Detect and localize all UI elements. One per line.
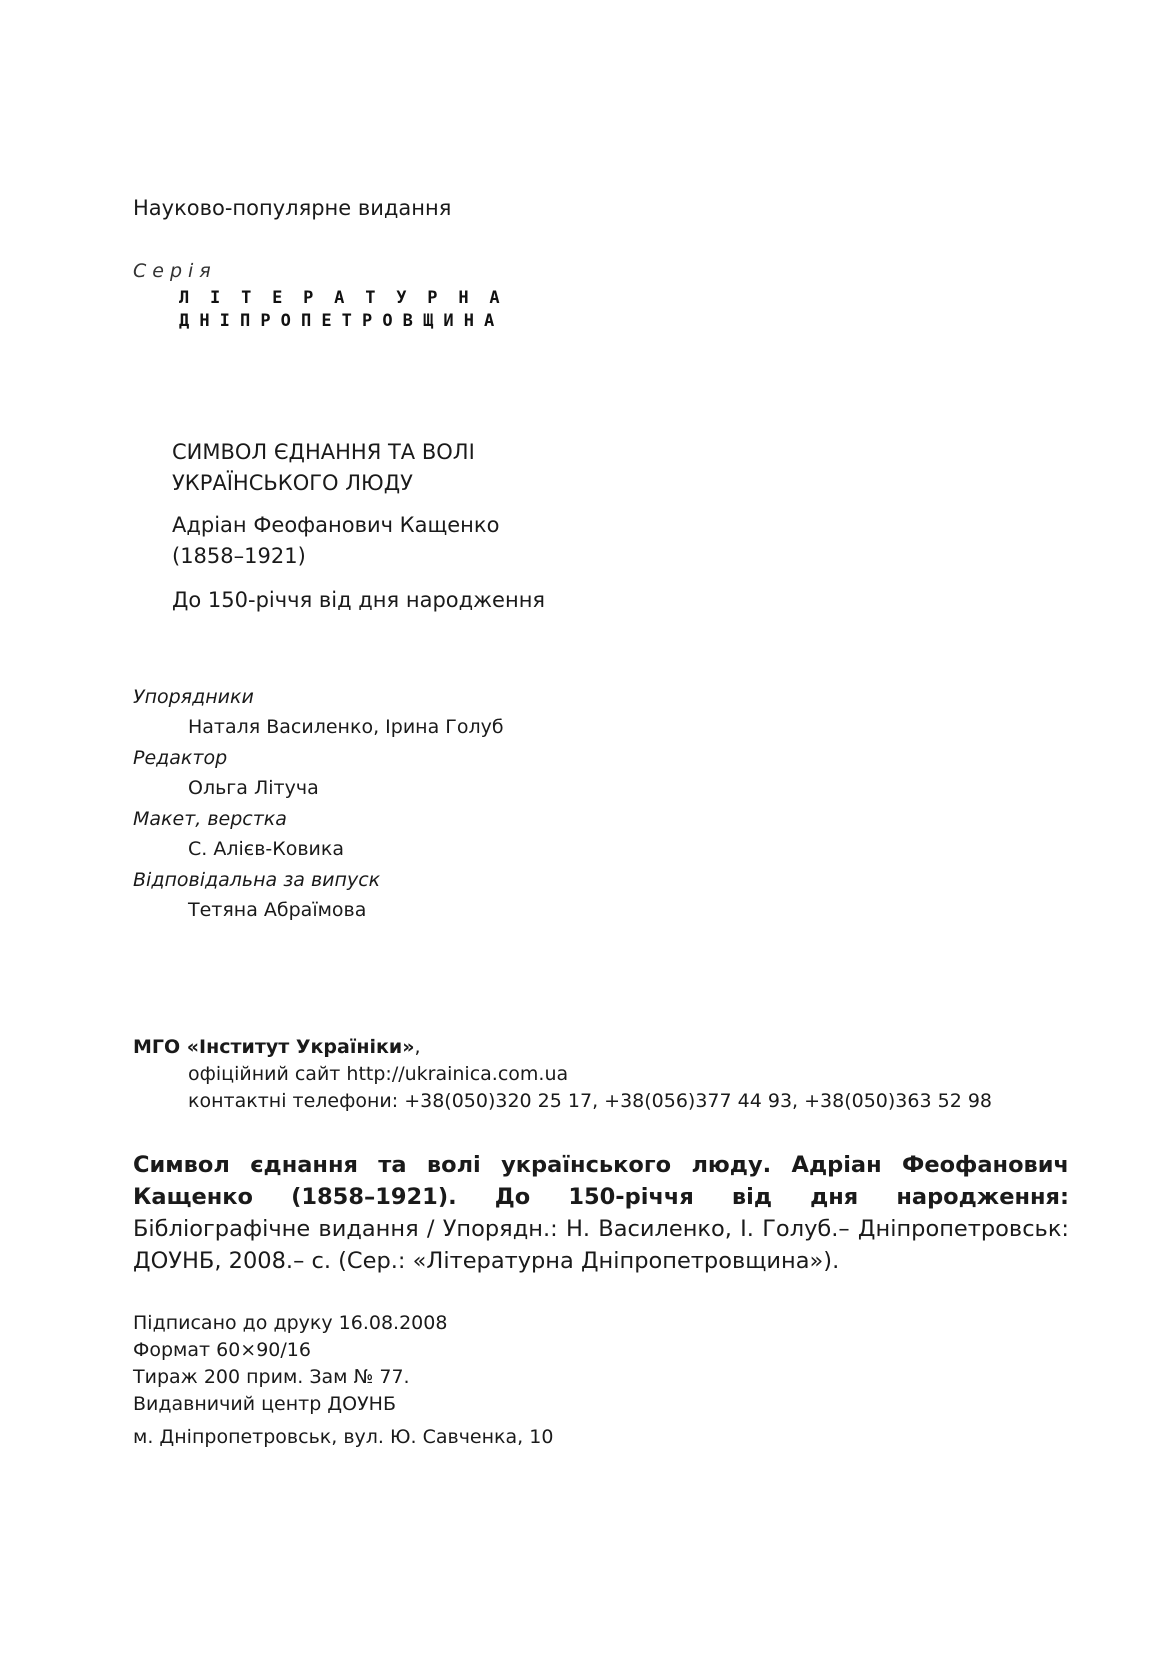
credit-role: Макет, верстка: [133, 808, 287, 830]
book-title-line1: СИМВОЛ ЄДНАННЯ ТА ВОЛІ: [172, 440, 475, 464]
imprint-print-run: Тираж 200 прим. Зам № 77.: [133, 1366, 410, 1388]
series-name-line1: ЛІТЕРАТУРНА: [179, 288, 521, 308]
credit-person: Наталя Василенко, Ірина Голуб: [188, 716, 504, 738]
anniversary-subtitle: До 150-річчя від дня народження: [172, 588, 546, 612]
bibliographic-bold: Символ єднання та волі українського люду. Адріан Феофанович Кащенко (1858–1921). До 150-річчя від дня народження:: [133, 1152, 1069, 1210]
credit-person: С. Алієв-Ковика: [188, 838, 345, 860]
imprint-format: Формат 60×90/16: [133, 1339, 311, 1361]
credits-list: [133, 682, 504, 926]
organization-name-line: [133, 1034, 992, 1061]
series-label: Серія: [133, 260, 217, 282]
series-name-line2: ДНІПРОПЕТРОВЩИНА: [179, 311, 505, 331]
book-title: [172, 437, 475, 499]
organization-name: МГО «Інститут Україніки»: [133, 1036, 415, 1058]
genre-label: Науково-популярне видання: [133, 196, 452, 220]
imprint-address: м. Дніпропетровськ, вул. Ю. Савченка, 10: [133, 1426, 554, 1448]
book-title-line2: УКРАЇНСЬКОГО ЛЮДУ: [172, 471, 413, 495]
imprint-publisher: Видавничий центр ДОУНБ: [133, 1393, 397, 1415]
credit-role: Упорядники: [133, 686, 254, 708]
organization-name-suffix: ,: [414, 1036, 421, 1058]
organization-website: офіційний сайт http://ukrainica.com.ua: [188, 1063, 569, 1085]
bibliographic-description: [133, 1149, 1069, 1277]
credit-role: Відповідальна за випуск: [133, 869, 381, 891]
organization-block: [133, 1034, 992, 1115]
credit-role: Редактор: [133, 747, 228, 769]
author-block: [172, 510, 499, 572]
author-name: Адріан Феофанович Кащенко: [172, 513, 500, 537]
credit-person: Ольга Літуча: [188, 777, 319, 799]
imprint-block: [133, 1310, 553, 1451]
credit-person: Тетяна Абраїмова: [188, 899, 367, 921]
author-years: (1858–1921): [172, 544, 306, 568]
organization-phones: контактні телефони: +38(050)320 25 17, +38(056)377 44 93, +38(050)363 52 98: [188, 1090, 993, 1112]
imprint-signed: Підписано до друку 16.08.2008: [133, 1312, 448, 1334]
bibliographic-regular: Бібліографічне видання / Упорядн.: Н. Василенко, І. Голуб.– Дніпропетровськ: ДОУНБ, 2008.– с. (Сер.: «Літературна Дніпропетровщина»).: [133, 1216, 1069, 1274]
